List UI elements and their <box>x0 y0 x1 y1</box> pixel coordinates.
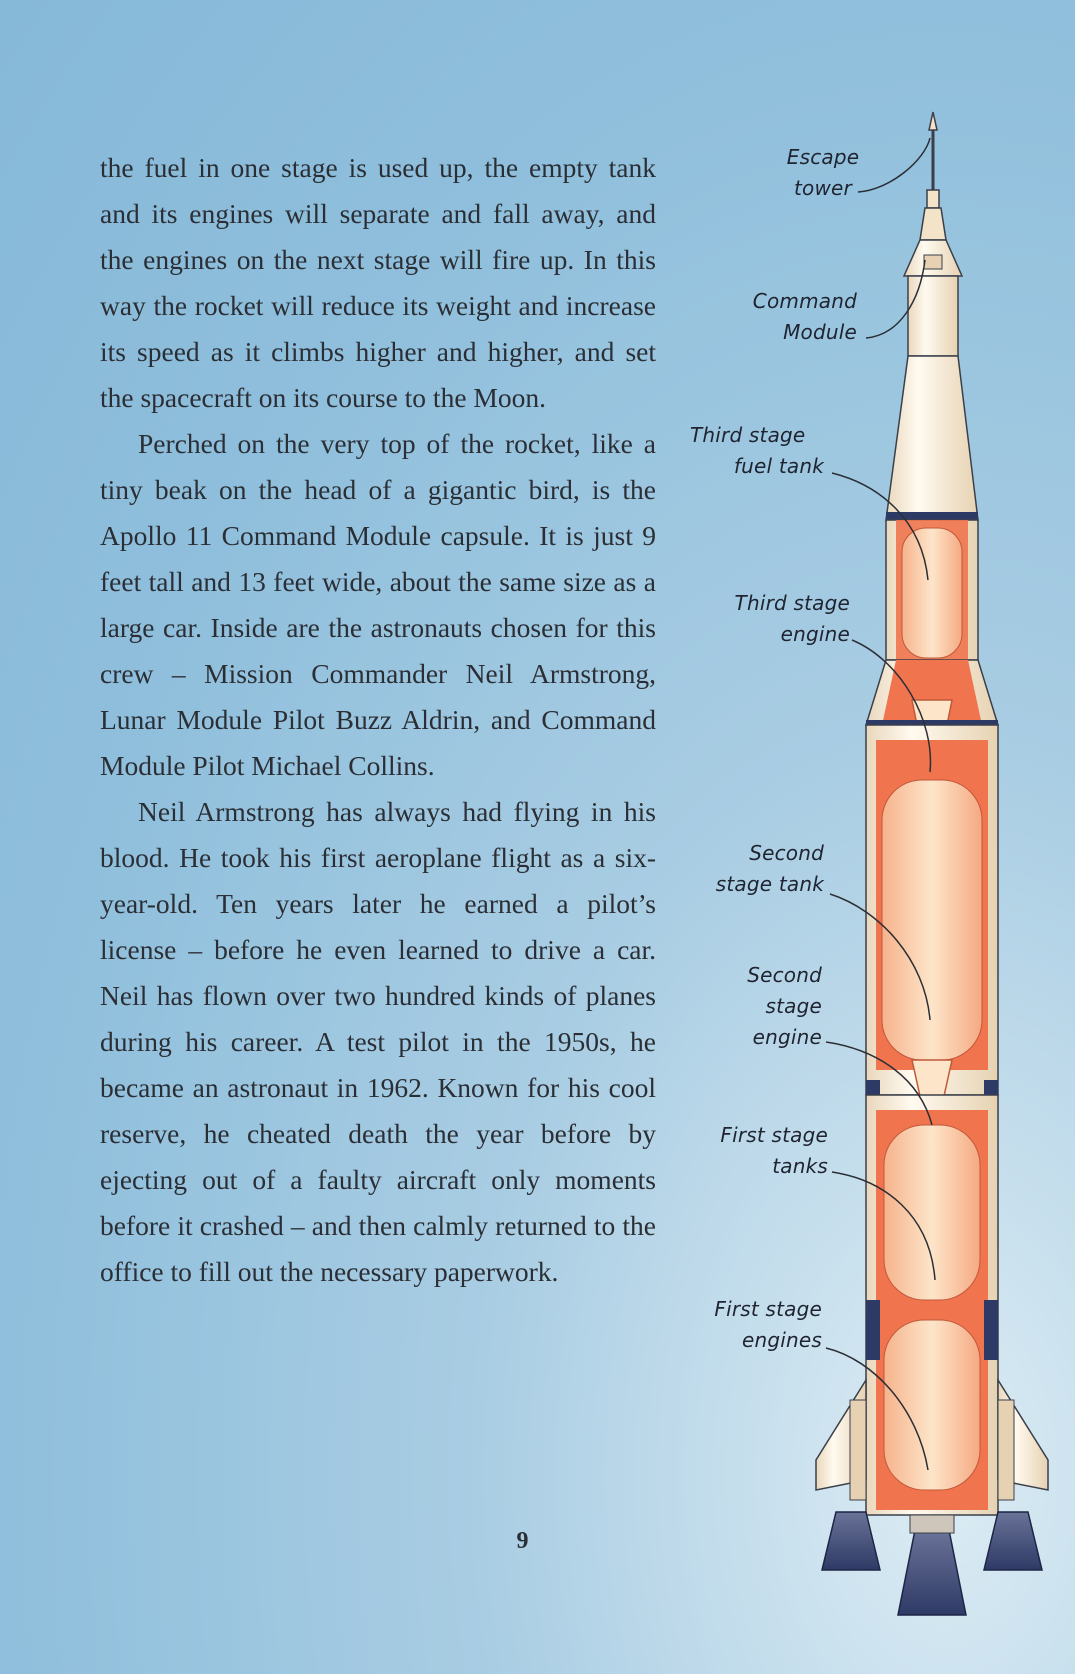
paragraph-3: Neil Armstrong has always had flying in his blood. He took his first aeroplane flight as a six-year-old. Ten years later he earned a pilot’s license – before he even learned to drive a car. Neil has flown over two hundred kinds of planes during his career. A test pilot in the 1950s, he became an astronaut in 1962. Known for his cool reserve, he cheated death the year before by ejecting out of a faulty aircraft only moments before it crashed – and then calmly returned to the office to fill out the necessary paperwork. <box>100 796 656 1287</box>
label-first-stage-engines <box>694 1294 822 1356</box>
third-stage <box>866 356 998 760</box>
page-number: 9 <box>516 1528 529 1554</box>
label-third-stage-fuel-tank <box>690 420 824 482</box>
first-stage-engine-nozzles <box>822 1512 1042 1615</box>
label-line: Third stage <box>734 591 850 615</box>
label-line: engines <box>741 1328 822 1352</box>
first-stage <box>816 1095 1048 1515</box>
label-line: First stage <box>714 1297 822 1321</box>
label-line: Third stage <box>690 423 806 447</box>
label-line: Escape <box>786 145 860 169</box>
label-first-stage-tanks <box>700 1120 828 1182</box>
label-line: Second <box>747 963 822 987</box>
label-line: Command <box>752 289 857 313</box>
label-line: stage <box>765 994 822 1018</box>
label-escape-tower <box>778 142 868 204</box>
label-line: fuel tank <box>733 454 824 478</box>
label-second-stage-tank <box>694 838 824 900</box>
label-third-stage-engine <box>712 588 850 650</box>
label-second-stage-engine <box>712 960 822 1053</box>
label-command-module <box>735 286 857 348</box>
label-line: stage tank <box>715 872 824 896</box>
label-line: tower <box>794 176 852 200</box>
label-line: engine <box>752 1025 822 1049</box>
label-line: First stage <box>720 1123 828 1147</box>
command-module <box>904 240 962 356</box>
label-line: Second <box>749 841 824 865</box>
second-stage <box>866 720 998 1160</box>
paragraph-1: the fuel in one stage is used up, the empty tank and its engines will separate and fall away, and the engines on the next stage will fire up. In this way the rocket will reduce its weight and increase its speed as it climbs higher and higher, and set the spacecraft on its course to the Moon. <box>100 152 656 413</box>
label-line: engine <box>780 622 850 646</box>
escape-tower <box>920 112 946 240</box>
label-line: Module <box>783 320 857 344</box>
paragraph-2: Perched on the very top of the rocket, like a tiny beak on the head of a gigantic bird, is the Apollo 11 Command Module capsule. It is just 9 feet tall and 13 feet wide, about the same size as a large car. Inside are the astronauts chosen for this crew – Mission Commander Neil Armstrong, Lunar Module Pilot Buzz Aldrin, and Command Module Pilot Michael Collins. <box>100 428 656 781</box>
label-line: tanks <box>772 1154 828 1178</box>
